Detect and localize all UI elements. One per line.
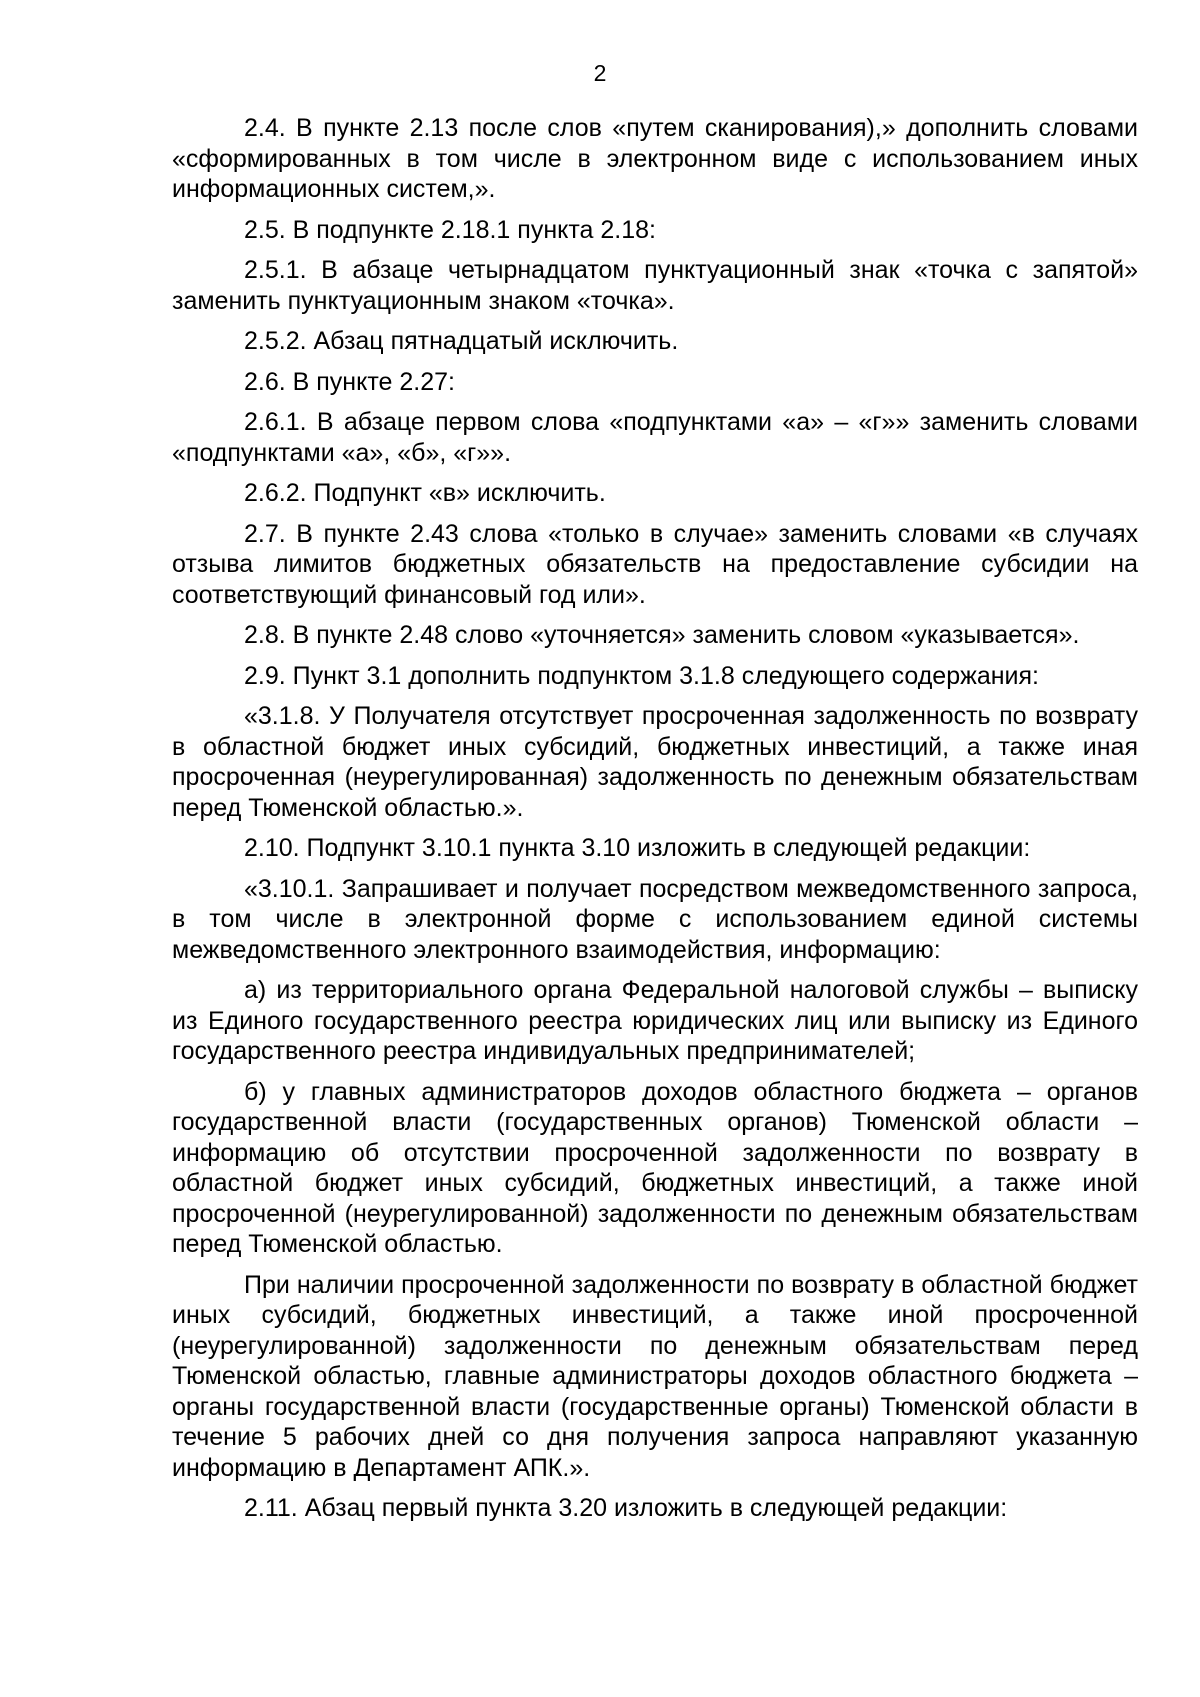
paragraph-subitem-b: б) у главных администраторов доходов областного бюджета – органов государственной власти (государственных органов) Тюменской области – информацию об отсутствии просроченной задолженности по возврату в областной бюджет иных субсидий, бюджетных инвестиций, а также иной просроченной (неурегулированной) задолженности по денежным обязательствам перед Тюменской областью.	[172, 1077, 1138, 1258]
paragraph-2-4: 2.4. В пункте 2.13 после слов «путем сканирования),» дополнить словами «сформированных в том числе в электронном виде с использованием иных информационных систем,».	[172, 114, 1138, 203]
paragraph-2-5-1: 2.5.1. В абзаце четырнадцатом пунктуационный знак «точка с запятой» заменить пунктуационным знаком «точка».	[172, 256, 1138, 315]
paragraph-3-10-1-quote: «3.10.1. Запрашивает и получает посредством межведомственного запроса, в том числе в электронной форме с использованием единой системы межведомственного электронного взаимодействия, информацию:	[172, 874, 1138, 964]
paragraph-2-5-2: 2.5.2. Абзац пятнадцатый исключить.	[244, 327, 679, 355]
page-number: 2	[593, 60, 607, 86]
paragraph-2-6-2: 2.6.2. Подпункт «в» исключить.	[244, 479, 606, 507]
paragraph-2-8: 2.8. В пункте 2.48 слово «уточняется» заменить словом «указывается».	[244, 621, 1080, 649]
paragraph-2-5: 2.5. В подпункте 2.18.1 пункта 2.18:	[244, 215, 656, 244]
paragraph-2-10: 2.10. Подпункт 3.10.1 пункта 3.10 изложить в следующей редакции:	[244, 834, 1031, 862]
paragraph-2-9: 2.9. Пункт 3.1 дополнить подпунктом 3.1.8 следующего содержания:	[244, 661, 1039, 690]
paragraph-3-1-8-quote: «3.1.8. У Получателя отсутствует просроченная задолженность по возврату в областной бюджет иных субсидий, бюджетных инвестиций, а также иная просроченная (неурегулированная) задолженность по денежным обязательствам перед Тюменской областью.».	[172, 702, 1138, 822]
paragraph-2-6-1: 2.6.1. В абзаце первом слова «подпунктами «а» – «г»» заменить словами «подпунктами «а», «б», «г»».	[172, 408, 1138, 467]
paragraph-overdue-debt: При наличии просроченной задолженности по возврату в областной бюджет иных субсидий, бюджетных инвестиций, а также иной просроченной (неурегулированной) задолженности по денежным обязательствам перед Тюменской областью, главные администраторы доходов областного бюджета – органы государственной власти (государственные органы) Тюменской области в течение 5 рабочих дней со дня получения запроса направляют указанную информацию в Департамент АПК.».	[172, 1270, 1138, 1482]
paragraph-2-6: 2.6. В пункте 2.27:	[244, 367, 455, 396]
paragraph-subitem-a: а) из территориального органа Федеральной налоговой службы – выписку из Единого государственного реестра юридических лиц или выписку из Единого государственного реестра индивидуальных предпринимателей;	[172, 976, 1138, 1065]
paragraph-2-7: 2.7. В пункте 2.43 слова «только в случае» заменить словами «в случаях отзыва лимитов бюджетных обязательств на предоставление субсидии на соответствующий финансовый год или».	[172, 519, 1138, 609]
document-body	[172, 113, 1138, 1534]
paragraph-2-11: 2.11. Абзац первый пункта 3.20 изложить в следующей редакции:	[244, 1494, 1008, 1522]
